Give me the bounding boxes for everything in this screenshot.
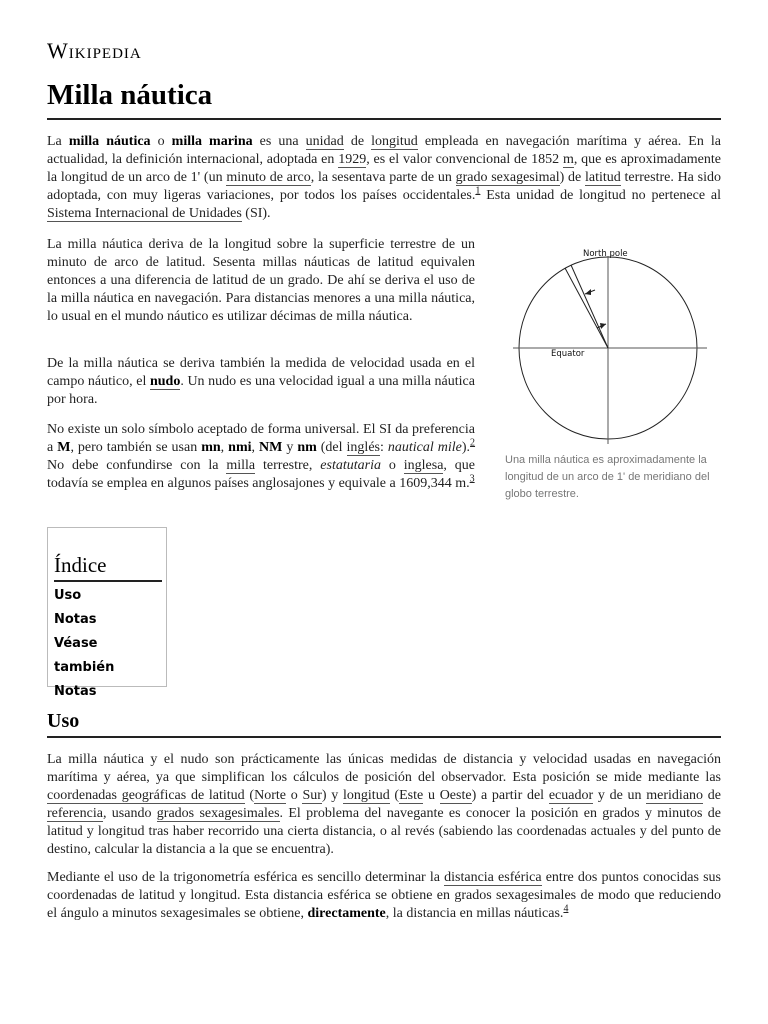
arrowhead-2: [600, 323, 606, 329]
paragraph-derivation: La milla náutica deriva de la longitud sobre la superficie terrestre de un minuto de arco de latitud. Sesenta millas náuticas de latitud equivalen entonces a una diferencia de latitud de un grado. De ahí se deriva el uso de la milla náutica en navegación. Para distancias menores a una milla náutica, lo usual en el mundo náutico es utilizar décimas de milla náutica.: [47, 237, 475, 324]
symbol: M: [57, 440, 71, 455]
text: , la sesentava parte de un: [310, 170, 456, 185]
link-oeste[interactable]: Oeste: [439, 788, 472, 803]
toc-item-notas[interactable]: Notas: [54, 612, 97, 627]
link-minuto-de-arco[interactable]: minuto de arco: [226, 170, 311, 185]
text: La: [47, 134, 69, 149]
link-meridiano[interactable]: meridiano: [646, 788, 704, 803]
section-heading-uso: Uso: [47, 708, 721, 738]
link-distancia-esferica[interactable]: distancia esférica: [444, 870, 542, 885]
text: Mediante el uso de la trigonometría esférica es sencillo determinar la: [47, 870, 445, 885]
symbol: nmi: [228, 440, 252, 455]
text: :: [380, 440, 388, 455]
link-nudo[interactable]: nudo: [149, 374, 181, 389]
text: Esta unidad de longitud no pertenece al: [480, 188, 721, 203]
text: y: [282, 440, 298, 455]
text: de: [703, 788, 721, 803]
italic-term: estatutaria: [320, 458, 381, 473]
globe-diagram: [505, 242, 721, 447]
text: La milla náutica y el nudo son prácticamente las únicas medidas de distancia y velocidad usadas en navegación marítima y aérea, ya que simplifican los cálculos de posición del observador. Esta posición se mide mediante las: [47, 752, 721, 785]
reference-3[interactable]: 3: [469, 473, 475, 485]
link-sur[interactable]: Sur: [302, 788, 322, 803]
paragraph-knot: [47, 355, 475, 409]
toc-item-notas-2[interactable]: Notas: [54, 684, 97, 699]
text: ,: [251, 440, 259, 455]
text: terrestre. Ha sido adoptada, con muy ligeras variaciones, por todos los países occidentales.: [47, 170, 721, 203]
text: , pero también se usan: [70, 440, 202, 455]
text: , usando: [102, 806, 157, 821]
text: No debe confundirse con la: [47, 458, 227, 473]
text: o: [380, 458, 404, 473]
link-coordenadas[interactable]: coordenadas geográficas de latitud: [47, 788, 245, 803]
text: ) y: [321, 788, 344, 803]
link-longitud[interactable]: longitud: [371, 134, 418, 149]
symbol: nm: [297, 440, 317, 455]
text: (SI).: [241, 206, 271, 221]
reference-1[interactable]: 1: [475, 185, 481, 197]
link-este[interactable]: Este: [399, 788, 424, 803]
paragraph-symbols: [47, 421, 475, 493]
equator-label: Equator: [551, 349, 585, 359]
reference-4[interactable]: 4: [563, 903, 569, 915]
link-grado-sexagesimal[interactable]: grado sexagesimal: [455, 170, 560, 185]
text: u: [423, 788, 440, 803]
bold-term: milla marina: [171, 134, 253, 149]
text: ,: [220, 440, 229, 455]
text: , es el valor convencional de 1852: [366, 152, 563, 167]
link-ingles[interactable]: inglés: [346, 440, 380, 455]
text: De la milla náutica se deriva también la medida de velocidad usada en el campo náutico, el: [47, 356, 475, 389]
text: de: [343, 134, 372, 149]
toc-item-uso[interactable]: Uso: [54, 588, 82, 603]
text: , que todavía se emplea en algunos países anglosajones y equivale a 1609,344 m.: [47, 458, 476, 491]
figure-caption: Una milla náutica es aproximadamente la longitud de un arco de 1' de meridiano del globo terrestre.: [505, 454, 710, 500]
text: o: [150, 134, 172, 149]
text: empleada en navegación marítima y aérea. En la actualidad, la definición internacional, adoptada en: [47, 134, 722, 167]
link-milla[interactable]: milla: [226, 458, 256, 473]
text: . Un nudo es una velocidad igual a una milla náutica por hora.: [47, 374, 475, 407]
text: (del: [316, 440, 347, 455]
wikipedia-logo[interactable]: Wikipedia: [47, 38, 142, 63]
page-title: Milla náutica: [47, 76, 721, 120]
text: terrestre,: [255, 458, 321, 473]
link-norte[interactable]: Norte: [254, 788, 286, 803]
text: ) de: [559, 170, 585, 185]
text: ) a partir del: [471, 788, 549, 803]
toc-list: [54, 584, 160, 704]
globe-figure[interactable]: [505, 242, 721, 452]
north-pole-label: North pole: [583, 249, 628, 259]
link-referencia[interactable]: referencia: [47, 806, 103, 821]
text: entre dos puntos conocidas sus coordenadas de latitud y longitud. Esta distancia esférica se obtiene en grados sexagesimales de modo que reduciendo el ángulo a minutos sexagesimales se obtiene,: [47, 870, 721, 921]
link-sistema-internacional[interactable]: Sistema Internacional de Unidades: [47, 206, 242, 221]
italic-term: nautical mile: [387, 440, 462, 455]
radius-line-1: [565, 268, 608, 348]
symbol: NM: [259, 440, 283, 455]
bold-term: directamente: [307, 906, 386, 921]
link-latitud[interactable]: latitud: [584, 170, 621, 185]
text: es una: [252, 134, 306, 149]
reference-2[interactable]: 2: [470, 437, 476, 449]
bold-term: milla náutica: [68, 134, 151, 149]
text: , la distancia en millas náuticas.: [385, 906, 564, 921]
table-of-contents: [47, 527, 167, 699]
link-ecuador[interactable]: ecuador: [548, 788, 594, 803]
radius-line-2: [571, 265, 608, 348]
text: , que es aproximadamente la longitud de un arco de 1' (un: [47, 152, 721, 185]
toc-title: Índice: [54, 552, 162, 582]
link-inglesa[interactable]: inglesa: [403, 458, 444, 473]
text: No existe un solo símbolo aceptado de forma universal. El SI da preferencia a: [47, 422, 475, 455]
intro-paragraph: [47, 133, 721, 223]
link-metro[interactable]: m: [562, 152, 574, 167]
toc-item-vease-tambien[interactable]: Véase también: [54, 636, 115, 675]
link-grados-sexagesimales[interactable]: grados sexagesimales: [156, 806, 280, 821]
link-unidad[interactable]: unidad: [305, 134, 344, 149]
symbol: mn: [201, 440, 221, 455]
text: (: [389, 788, 400, 803]
text: o: [285, 788, 303, 803]
uso-paragraph-1: [47, 751, 721, 859]
uso-paragraph-2: [47, 869, 721, 923]
link-1929[interactable]: 1929: [338, 152, 367, 167]
text: . El problema del navegante es conocer la posición en grados y minutos de latitud y longitud tras haber recorrido una cierta distancia, o al revés (sabiendo las coordenadas actuales y del punto de destino, calcular la distancia a la que se encuentra).: [47, 806, 721, 857]
link-longitud-2[interactable]: longitud: [343, 788, 390, 803]
text: y de un: [593, 788, 647, 803]
arrowhead-1: [585, 289, 591, 295]
text: ).: [461, 440, 471, 455]
text: (: [244, 788, 255, 803]
